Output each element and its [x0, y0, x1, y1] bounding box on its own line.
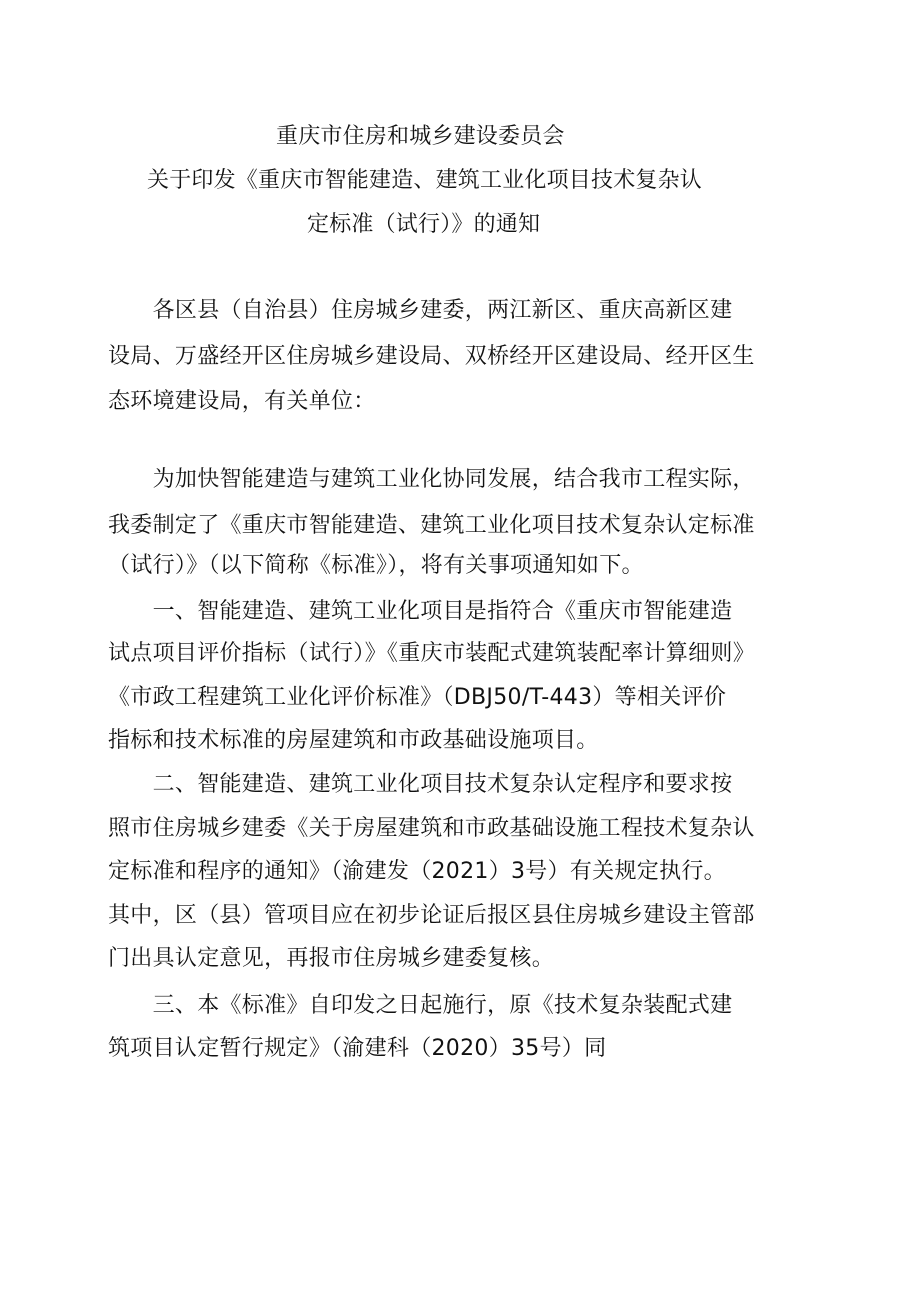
body-line: （试行）》（以下简称《标准》），将有关事项通知如下。 [108, 553, 644, 578]
body-line: 一、智能建造、建筑工业化项目是指符合《重庆市智能建造 [108, 599, 733, 624]
body-line: 三、本《标准》自印发之日起施行，原《技术复杂装配式建 [108, 993, 733, 1018]
title-line-2: 关于印发《重庆市智能建造、建筑工业化项目技术复杂认 [147, 168, 703, 193]
body-line: 为加快智能建造与建筑工业化协同发展，结合我市工程实际， [108, 467, 755, 492]
body-line: 照市住房城乡建委《关于房屋建筑和市政基础设施工程技术复杂认 [108, 816, 755, 841]
body-line: 门出具认定意见，再报市住房城乡建委复核。 [108, 946, 555, 971]
body-line: 试点项目评价指标（试行）》《重庆市装配式建筑装配率计算细则》 [108, 641, 756, 666]
body-line: 我委制定了《重庆市智能建造、建筑工业化项目技术复杂认定标准 [108, 513, 755, 538]
body-line: 二、智能建造、建筑工业化项目技术复杂认定程序和要求按 [108, 772, 733, 797]
title-line-3: 定标准（试行）》的通知 [307, 212, 541, 237]
title-line-1: 重庆市住房和城乡建设委员会 [276, 124, 565, 149]
body-line: 《市政工程建筑工业化评价标准》（DBJ50/T-443）等相关评价 [108, 685, 727, 710]
body-line: 指标和技术标准的房屋建筑和市政基础设施项目。 [108, 728, 599, 753]
addressee-line-3: 态环境建设局，有关单位： [108, 389, 376, 414]
body-line: 其中，区（县）管项目应在初步论证后报区县住房城乡建设主管部 [108, 903, 755, 928]
addressee-line-1: 各区县（自治县）住房城乡建委，两江新区、重庆高新区建 [108, 298, 733, 323]
body-line: 筑项目认定暂行规定》（渝建科（2020）35号）同 [108, 1036, 607, 1061]
addressee-line-2: 设局、万盛经开区住房城乡建设局、双桥经开区建设局、经开区生 [108, 344, 755, 369]
body-line: 定标准和程序的通知》（渝建发（2021）3号）有关规定执行。 [108, 859, 726, 884]
